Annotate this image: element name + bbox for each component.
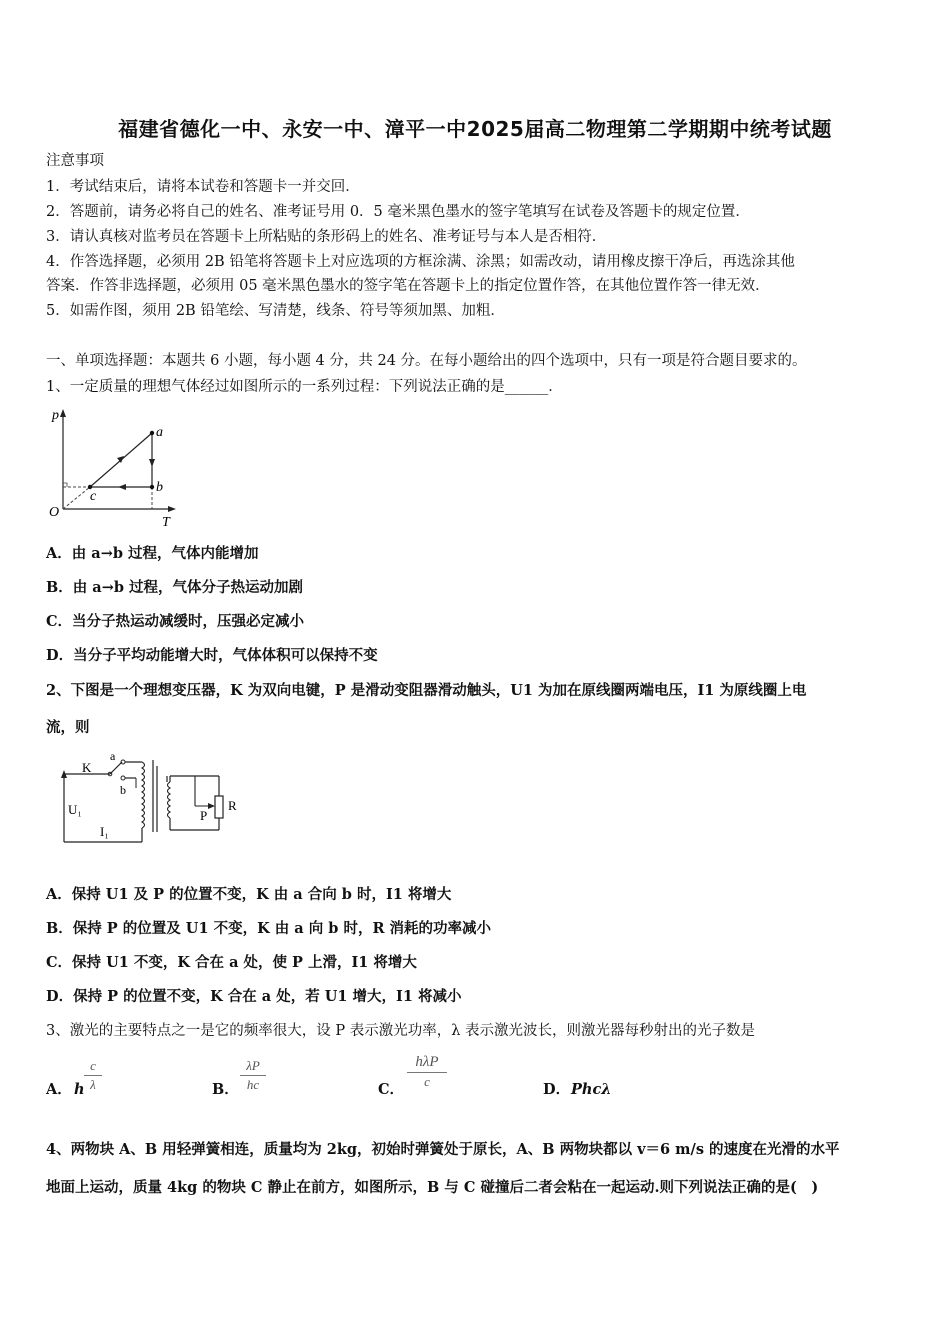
q1-option-a: A．由 a→b 过程，气体内能增加 [46,545,259,562]
q2-option-a: A．保持 U1 及 P 的位置不变，K 由 a 合向 b 时，I1 将增大 [46,886,452,903]
q3-option-a-label: A． [46,1081,72,1098]
page-title: 福建省德化一中、永安一中、漳平一中2025届高二物理第二学期期中统考试题 [118,117,832,141]
q3-option-b-fraction [240,1058,266,1093]
section-heading: 一、单项选择题：本题共 6 小题，每小题 4 分，共 24 分。在每小题给出的四个选项中，只有一项是符合题目要求的。 [46,353,807,369]
fraction-numerator: c [84,1058,102,1076]
question-4-stem: 4、两物块 A、B 用轻弹簧相连，质量均为 2kg，初始时弹簧处于原长，A、B 两物块都以 v＝6 m/s 的速度在光滑的水平 [46,1141,840,1158]
resistor-r-label: R [228,798,237,813]
pt-graph [44,405,179,533]
q3-option-c-fraction [407,1054,447,1090]
terminal-b-label: b [120,783,126,797]
question-4-stem-cont: 地面上运动，质量 4kg 的物块 C 静止在前方，如图所示，B 与 C 碰撞后二者会粘在一起运动.则下列说法正确的是( ) [46,1179,819,1196]
slider-p-label: P [200,808,208,823]
fraction-numerator: λP [240,1058,266,1076]
q3-option-d-text: Phcλ [571,1081,612,1098]
axis-label-p: p [52,408,59,423]
notice-item: 答案．作答非选择题，必须用 05 毫米黑色墨水的签字笔在答题卡上的指定位置作答，在其他位置作答一律无效． [46,278,770,294]
point-c-label: c [90,489,97,504]
voltage-u1-label: U₁ [68,802,82,817]
current-i1-label: I₁ [100,824,109,839]
fraction-denominator: hc [246,1077,260,1092]
fraction-denominator: c [424,1074,430,1089]
transformer-circuit [50,748,250,848]
q1-option-b: B．由 a→b 过程，气体分子热运动加剧 [46,579,304,596]
q2-option-b: B．保持 P 的位置及 U1 不变，K 由 a 向 b 时，R 消耗的功率减小 [46,920,492,937]
q3-option-a-h: h [74,1081,85,1098]
switch-k-label: K [82,760,92,775]
point-b-label: b [156,480,163,495]
notice-item: 4．作答选择题，必须用 2B 铅笔将答题卡上对应选项的方框涂满、涂黑；如需改动，请用橡皮擦干净后，再选涂其他 [46,254,795,270]
question-3-stem: 3、激光的主要特点之一是它的频率很大，设 P 表示激光功率，λ 表示激光波长，则激光器每秒射出的光子数是 [46,1023,755,1039]
origin-label: O [49,505,60,520]
q3-option-c-label: C． [378,1081,405,1098]
q3-option-d-label: D． [543,1081,571,1098]
terminal-a-label: a [110,749,116,763]
notice-heading: 注意事项 [46,153,104,169]
axis-label-t: T [162,515,170,530]
q1-option-c: C．当分子热运动减缓时，压强必定减小 [46,613,305,630]
q3-option-b-label: B． [212,1081,239,1098]
q1-option-d: D．当分子平均动能增大时，气体体积可以保持不变 [46,647,378,664]
notice-item: 1．考试结束后，请将本试卷和答题卡一并交回． [46,179,360,195]
q2-option-d: D．保持 P 的位置不变，K 合在 a 处，若 U1 增大，I1 将减小 [46,988,462,1005]
notice-item: 3．请认真核对监考员在答题卡上所粘贴的条形码上的姓名、准考证号与本人是否相符． [46,229,607,245]
question-2-stem: 2、下图是一个理想变压器，K 为双向电键，P 是滑动变阻器滑动触头，U1 为加在原线圈两端电压，I1 为原线圈上电 [46,682,807,699]
q2-option-c: C．保持 U1 不变，K 合在 a 处，使 P 上滑，I1 将增大 [46,954,417,971]
q3-option-a-fraction [84,1058,102,1093]
question-2-stem-cont: 流，则 [46,719,90,736]
notice-item: 5．如需作图，须用 2B 铅笔绘、写清楚，线条、符号等须加黑、加粗． [46,303,505,319]
fraction-denominator: λ [90,1077,96,1092]
fraction-numerator: hλP [407,1054,447,1073]
point-a-label: a [156,425,163,440]
question-1-stem: 1、一定质量的理想气体经过如图所示的一系列过程：下列说法正确的是______． [46,379,563,395]
notice-item: 2．答题前，请务必将自己的姓名、准考证号用 0．5 毫米黑色墨水的签字笔填写在试卷及答题卡的规定位置． [46,204,750,220]
